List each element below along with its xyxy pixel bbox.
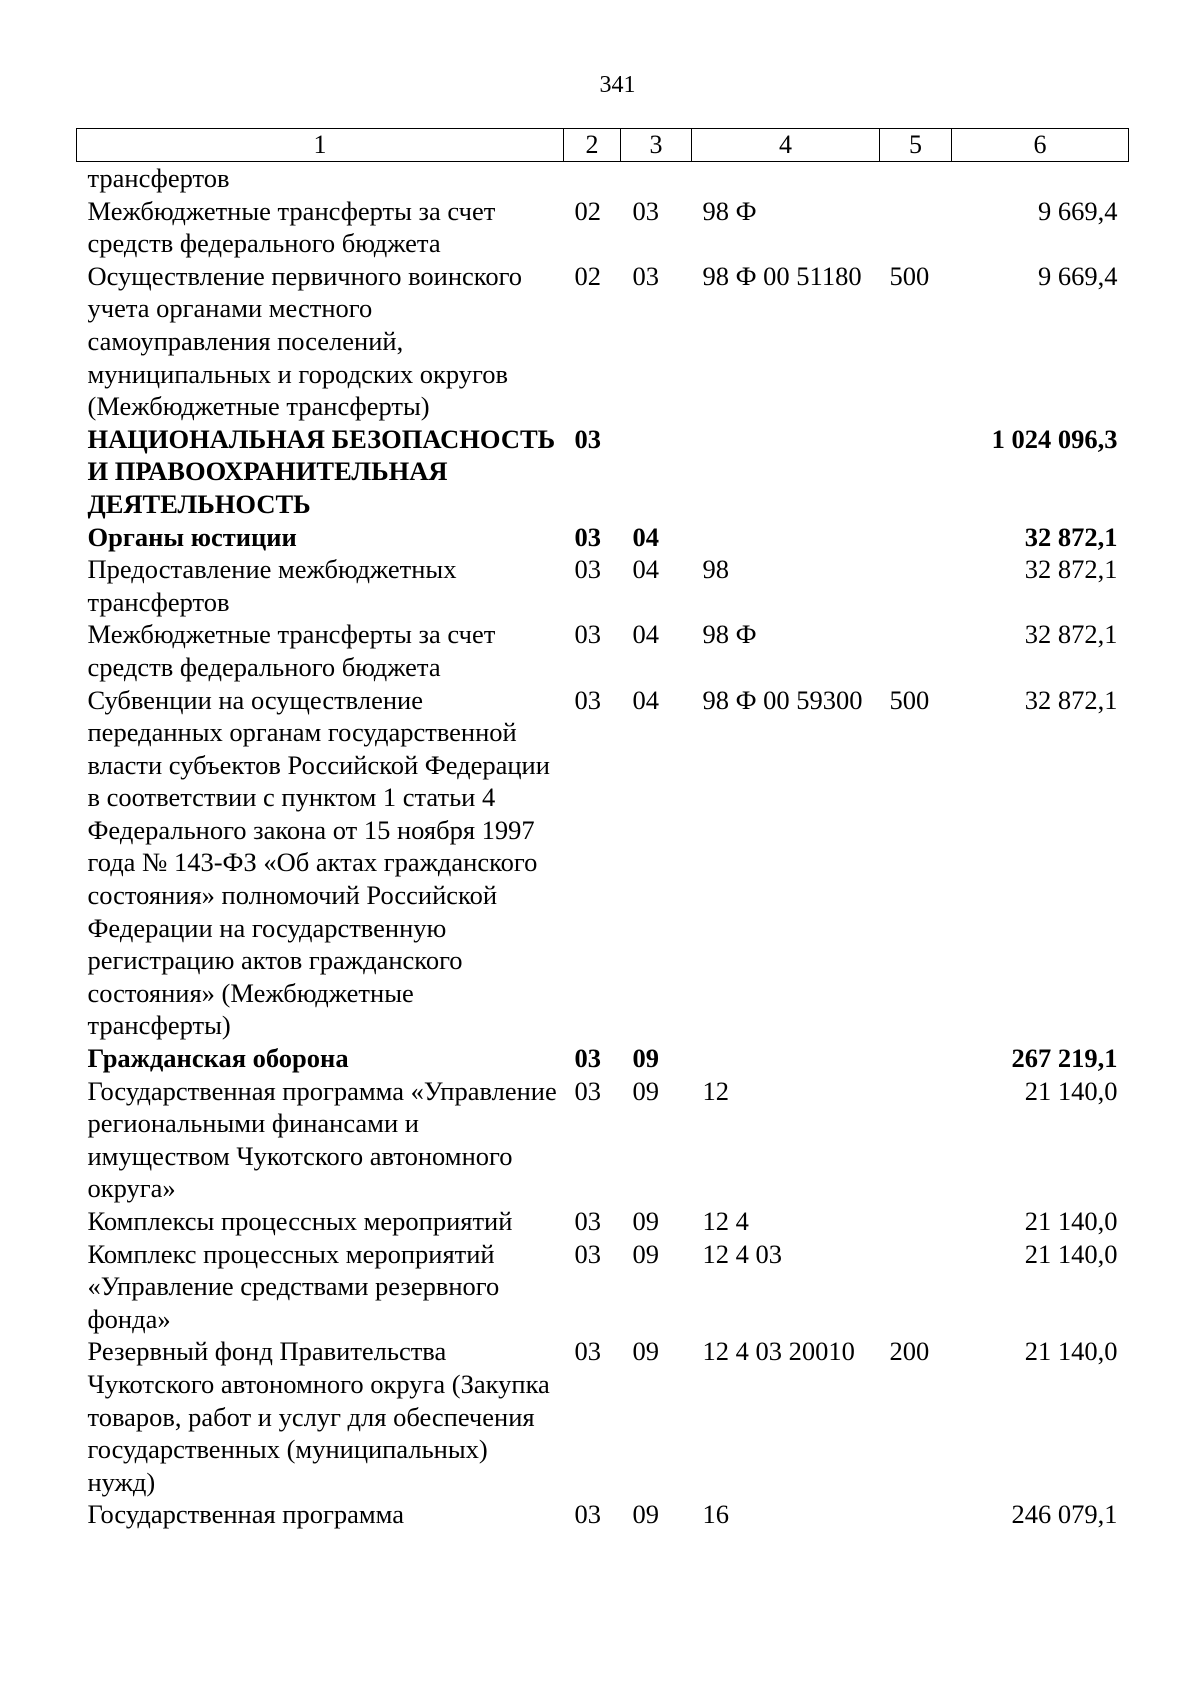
target-article-cell [692,521,880,554]
amount-cell [952,162,1129,195]
expense-type-cell [880,195,952,260]
column-header-2: 2 [564,129,621,162]
section-code-cell: 03 [574,521,601,552]
expense-type-cell [880,1075,952,1205]
row-name-cell: Государственная программа «Управление региональными финансами и имуществом Чукотского автономного округа» [87,1075,557,1204]
row-name-cell: Межбюджетные трансферты за счет средств федерального бюджета [87,619,496,682]
amount-cell: 9 669,4 [1038,195,1118,226]
column-header-4: 4 [692,129,880,162]
column-header-6: 6 [952,129,1129,162]
row-name-cell: Осуществление первичного воинского учета органами местного самоуправления поселений, муниципальных и городских округов (Межбюджетные трансферты) [87,260,523,422]
amount-cell: 21 140,0 [1024,1206,1118,1236]
section-code-cell: 03 [574,423,601,454]
subsection-code-cell: 03 [632,195,659,226]
budget-table [76,128,1129,1531]
target-article-cell [692,423,880,521]
amount-cell: 246 079,1 [1011,1499,1118,1530]
section-code-cell: 03 [574,684,601,715]
section-code-cell: 03 [574,1206,601,1236]
table-row [77,1075,1129,1205]
expense-type-cell [880,618,952,683]
row-name-cell: Комплекс процессных мероприятий «Управление средствами резервного фонда» [87,1238,500,1334]
amount-cell: 9 669,4 [1038,260,1118,291]
table-row [77,1205,1129,1238]
expense-type-cell [880,162,952,195]
section-code-cell: 03 [574,1043,601,1074]
subsection-code-cell: 03 [632,260,659,291]
expense-type-cell [880,521,952,554]
column-header-1: 1 [77,129,564,162]
section-code-cell: 03 [574,619,601,650]
expense-type-cell: 200 [889,1336,930,1367]
subsection-code-cell: 09 [632,1043,659,1074]
target-article-cell: 98 Ф 00 51180 [702,260,862,291]
table-row [77,618,1129,683]
amount-cell: 267 219,1 [1011,1043,1118,1074]
table-row [77,1335,1129,1498]
target-article-cell: 12 4 03 20010 [702,1336,855,1367]
row-name-cell: Государственная программа [87,1499,404,1530]
amount-cell: 1 024 096,3 [991,423,1118,454]
target-article-cell: 98 [702,554,729,585]
table-row [77,553,1129,618]
amount-cell: 32 872,1 [1024,554,1118,585]
column-header-5: 5 [880,129,952,162]
target-article-cell: 12 [702,1075,729,1106]
target-article-cell: 98 Ф [702,195,757,226]
target-article-cell: 12 4 [702,1206,749,1236]
row-name-cell: Предоставление межбюджетных трансфертов [87,554,457,617]
target-article-cell: 98 Ф [702,619,757,650]
expense-type-cell [880,1498,952,1531]
row-name-cell: Гражданская оборона [87,1043,349,1074]
page-number: 341 [599,72,636,98]
subsection-code-cell: 04 [632,521,659,552]
table-row [77,1498,1129,1531]
table-row [77,423,1129,521]
section-code-cell: 03 [574,1075,601,1106]
section-code-cell: 03 [574,1238,601,1269]
subsection-code-cell: 09 [632,1206,659,1236]
target-article-cell [692,162,880,195]
expense-type-cell [880,1042,952,1075]
expense-type-cell: 500 [889,684,930,715]
section-code-cell: 02 [574,260,601,291]
subsection-code-cell: 04 [632,619,659,650]
target-article-cell: 12 4 03 [702,1238,782,1269]
subsection-code-cell: 09 [632,1336,659,1367]
amount-cell: 32 872,1 [1024,521,1118,552]
amount-cell: 21 140,0 [1024,1336,1118,1367]
subsection-code-cell: 04 [632,684,659,715]
expense-type-cell [880,423,952,521]
table-body [77,162,1129,1531]
table-row [77,521,1129,554]
row-name-cell: трансфертов [87,163,230,193]
subsection-code-cell: 09 [632,1238,659,1269]
table-header-row [77,129,1129,162]
table-row [77,1238,1129,1336]
section-code-cell: 03 [574,554,601,585]
expense-type-cell: 500 [889,260,930,291]
expense-type-cell [880,1205,952,1238]
expense-type-cell [880,1238,952,1336]
section-code-cell: 02 [574,195,601,226]
row-name-cell: НАЦИОНАЛЬНАЯ БЕЗОПАСНОСТЬ И ПРАВООХРАНИТЕЛЬНАЯ ДЕЯТЕЛЬНОСТЬ [87,423,556,519]
subsection-code-cell: 04 [632,554,659,585]
section-code-cell: 03 [574,1336,601,1367]
expense-type-cell [880,553,952,618]
row-name-cell: Субвенции на осуществление переданных органам государственной власти субъектов Российской Федерации в соответствии с пунктом 1 статьи 4 Федерального закона от 15 ноября 1997 года № 143-ФЗ «Об актах гражданского состояния» полномочий Российской Федерации на государственную регистрацию актов гражданского состояния» (Межбюджетные трансферты) [87,684,550,1041]
row-name-cell: Органы юстиции [87,521,297,552]
section-code-cell: 03 [574,1499,601,1530]
target-article-cell: 16 [702,1499,729,1530]
table-row [77,260,1129,423]
column-header-3: 3 [621,129,692,162]
row-name-cell: Резервный фонд Правительства Чукотского автономного округа (Закупка товаров, работ и услуг для обеспечения государственных (муниципальных) нужд) [87,1336,550,1497]
subsection-code-cell [621,162,692,195]
table-row [77,195,1129,260]
table-row [77,162,1129,195]
section-code-cell [564,162,621,195]
amount-cell: 32 872,1 [1024,684,1118,715]
amount-cell: 32 872,1 [1024,619,1118,650]
subsection-code-cell [621,423,692,521]
row-name-cell: Комплексы процессных мероприятий [87,1206,513,1236]
table-row [77,684,1129,1043]
amount-cell: 21 140,0 [1024,1075,1118,1106]
row-name-cell: Межбюджетные трансферты за счет средств федерального бюджета [87,195,496,259]
target-article-cell: 98 Ф 00 59300 [702,684,863,715]
subsection-code-cell: 09 [632,1499,659,1530]
amount-cell: 21 140,0 [1024,1238,1118,1269]
subsection-code-cell: 09 [632,1075,659,1106]
target-article-cell [692,1042,880,1075]
table-row [77,1042,1129,1075]
